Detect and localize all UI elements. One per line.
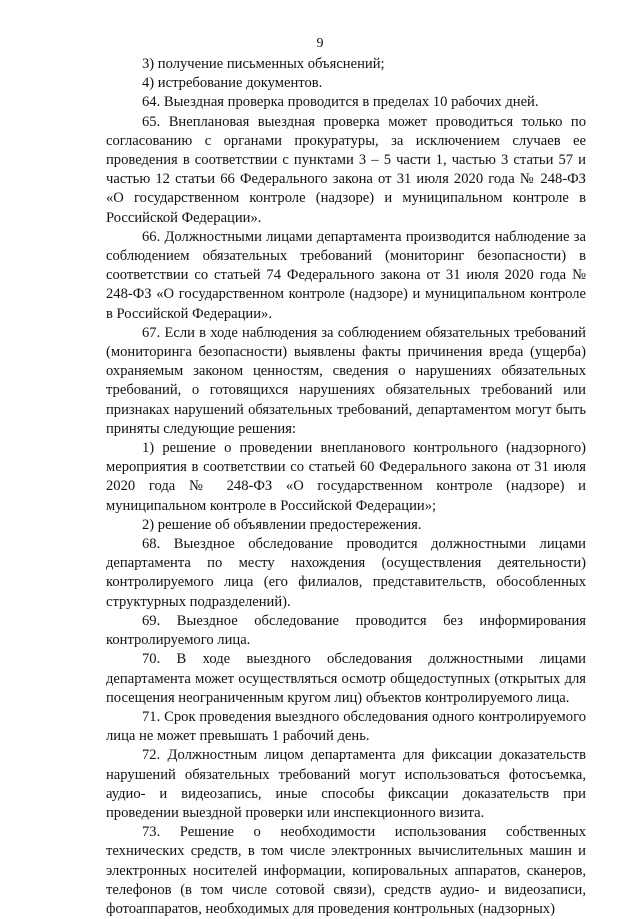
paragraph-67-item-1: 1) решение о проведении внепланового контрольного (надзорного) мероприятия в соответствии со статьей 60 Федерального закона от 31 июля 2020 года № 248-ФЗ «О государственном контроле (надзоре) и муниципальном контроле в Российской Федерации»;	[106, 440, 586, 514]
paragraph-67: 67. Если в ходе наблюдения за соблюдением обязательных требований (мониторинга безопасности) выявлены факты причинения вреда (ущерба) охраняемым законом ценностям, сведения о нарушениях обязательных требований, о готовящихся нарушениях обязательных требований или признаках нарушений обязательных требований, департаментом могут быть приняты следующие решения:	[106, 324, 586, 437]
page-number: 9	[316, 36, 324, 51]
paragraph-68: 68. Выездное обследование проводится должностными лицами департамента по месту нахождения (осуществления деятельности) контролируемого лица (его филиалов, представительств, обособленных структурных подразделений).	[106, 536, 586, 610]
paragraph-73: 73. Решение о необходимости использования собственных технических средств, в том числе электронных вычислительных машин и электронных носителей информации, копировальных аппаратов, сканеров, телефонов (в том числе сотовой связи), средств аудио- и видеозаписи, фотоаппаратов, необходимых для проведения контрольных (надзорных)	[106, 824, 586, 917]
paragraph-67-item-2: 2) решение об объявлении предостережения.	[142, 516, 422, 533]
paragraph-69: 69. Выездное обследование проводится без информирования контролируемого лица.	[106, 612, 586, 649]
list-item-4: 4) истребование документов.	[142, 75, 323, 92]
paragraph-71: 71. Срок проведения выездного обследования одного контролируемого лица не может превышать 1 рабочий день.	[106, 708, 586, 745]
paragraph-66: 66. Должностными лицами департамента производится наблюдение за соблюдением обязательных требований (мониторинг безопасности) в соответствии со статьей 74 Федерального закона от 31 июля 2020 года № 248-ФЗ «О государственном контроле (надзоре) и муниципальном контроле в Российской Федерации».	[106, 228, 586, 322]
paragraph-70: 70. В ходе выездного обследования должностными лицами департамента может осуществляться осмотр общедоступных (открытых для посещения неограниченным кругом лиц) объектов контролируемого лица.	[106, 651, 586, 706]
list-item-3: 3) получение письменных объяснений;	[142, 56, 385, 72]
document-body	[106, 55, 586, 919]
paragraph-72: 72. Должностным лицом департамента для фиксации доказательств нарушений обязательных требований могут использоваться фотосъемка, аудио- и видеозапись, иные способы фиксации доказательств при проведении выездной проверки или инспекционного визита.	[106, 747, 586, 821]
paragraph-65: 65. Внеплановая выездная проверка может проводиться только по согласованию с органами прокуратуры, за исключением случаев ее проведения в соответствии с пунктами 3 – 5 части 1, частью 3 статьи 57 и частью 12 статьи 66 Федерального закона от 31 июля 2020 года № 248-ФЗ «О государственном контроле (надзоре) и муниципальном контроле в Российской Федерации».	[106, 113, 586, 226]
paragraph-64: 64. Выездная проверка проводится в пределах 10 рабочих дней.	[142, 94, 539, 111]
